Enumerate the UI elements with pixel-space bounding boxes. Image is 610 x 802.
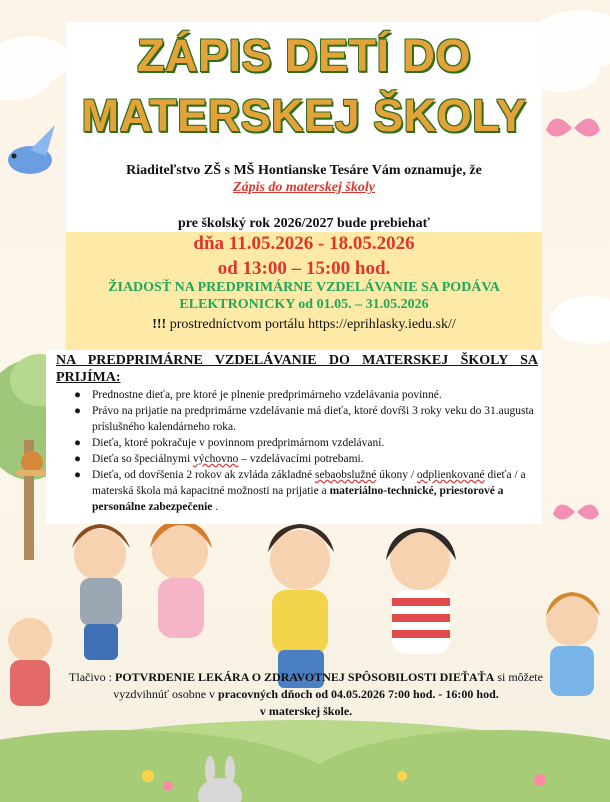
list-item: ● Dieťa, ktoré pokračuje v povinnom predprimárnom vzdelávaní.	[74, 437, 385, 449]
school-year-text: pre školský rok 2026/2027 bude prebiehať	[178, 216, 430, 231]
conditions-list	[70, 387, 538, 515]
list-item: ● Dieťa, od dovŕšenia 2 rokov ak zvláda základné sebaobslužné úkony / odplienkované dieťa / a materská škola má kapacitné možnosti na prijatie a materiálno-technické, priestorové a personálne zabezpečenie .	[74, 469, 526, 513]
bullet-icon: ●	[74, 469, 81, 481]
page-title-line1: ZÁPIS DETÍ DO	[136, 30, 472, 81]
portal-notice	[66, 317, 542, 333]
portal-link-text: prostredníctvom portálu https://eprihlasky.iedu.sk//	[166, 317, 456, 332]
bullet-icon: ●	[74, 437, 81, 449]
list-item: ● Prednostne dieťa, pre ktoré je plnenie predprimárneho vzdelávania povinné.	[74, 389, 442, 401]
page-title-line2: MATERSKEJ ŠKOLY	[81, 90, 527, 141]
exclamation-marks: !!!	[152, 317, 167, 332]
enrollment-hours: od 13:00 – 15:00 hod.	[217, 258, 391, 279]
list-item: ● Právo na prijatie na predprimárne vzdelávanie má dieťa, ktoré dovŕši 3 roky veku do 31.augusta príslušného kalendárneho roka.	[74, 405, 534, 433]
intro-text: Riaditeľstvo ZŠ s MŠ Hontianske Tesáre Vám oznamuje, že	[126, 163, 482, 178]
application-notice-line2: ELEKTRONICKY od 01.05. – 31.05.2026	[179, 297, 429, 312]
conditions-heading: NA PREDPRIMÁRNE VZDELÁVANIE DO MATERSKEJ ŠKOLY SA PRIJÍMA:	[56, 353, 538, 385]
bullet-icon: ●	[74, 405, 81, 417]
enrollment-link-text: Zápis do materskej školy	[233, 180, 375, 195]
list-item: ● Dieťa so špeciálnymi výchovno – vzdelávacími potrebami.	[74, 453, 364, 465]
medical-form-note: Tlačivo : POTVRDENIE LEKÁRA O ZDRAVOTNEJ SPÔSOBILOSTI DIEŤAŤA si môžete vyzdvihnúť osobne v pracovných dňoch od 04.05.2026 7:00 hod. - 16:00 hod. v materskej škole.	[69, 670, 543, 718]
bullet-icon: ●	[74, 453, 81, 465]
bullet-icon: ●	[74, 389, 81, 401]
application-notice-line1: ŽIADOSŤ NA PREDPRIMÁRNE VZDELÁVANIE SA PODÁVA	[108, 280, 500, 295]
enrollment-dates: dňa 11.05.2026 - 18.05.2026	[193, 233, 415, 254]
